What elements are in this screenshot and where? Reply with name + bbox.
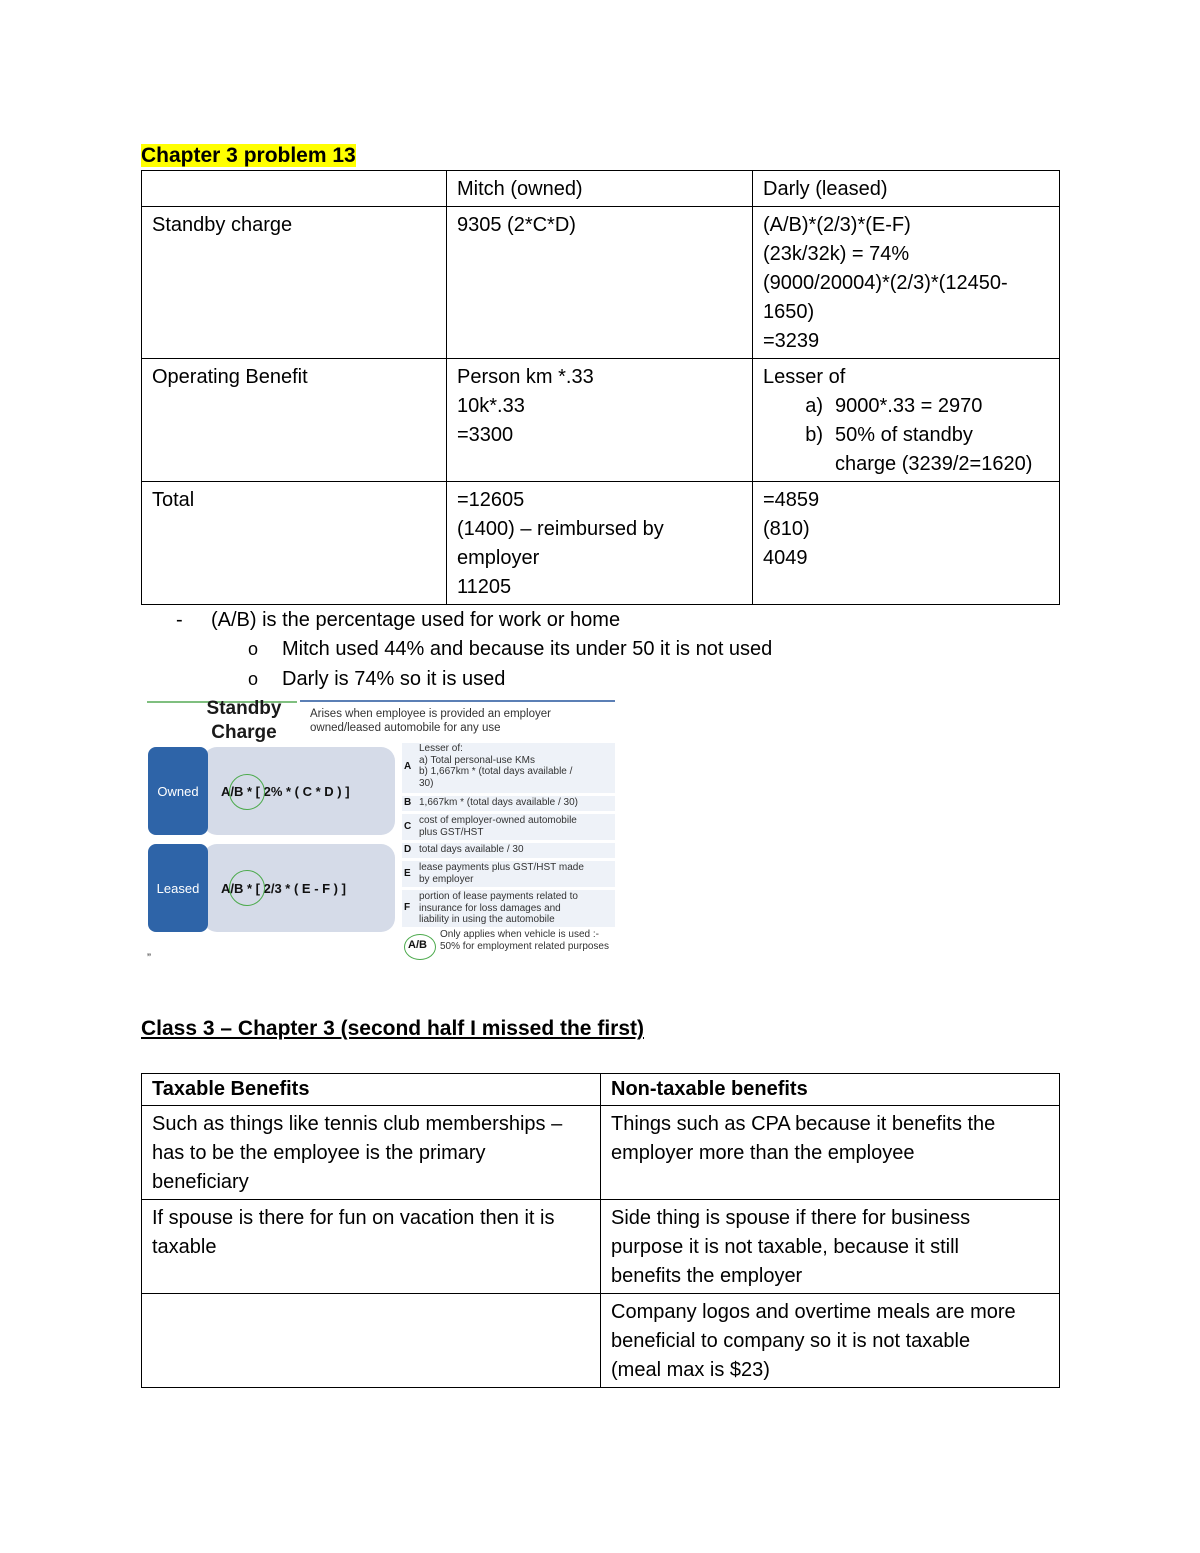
list-item <box>793 392 1049 421</box>
header-cell-darly: Darly (leased) <box>753 171 1060 207</box>
cell-line: taxable <box>152 1236 217 1258</box>
table-header-row <box>142 1074 1060 1106</box>
leased-label-box <box>148 844 208 932</box>
figure-description-line: Arises when employee is provided an employer <box>310 708 551 720</box>
leased-formula: A/B * [ 2/3 * ( E - F ) ] <box>221 880 346 896</box>
legend-line: by employer <box>419 873 474 885</box>
table-header-row <box>142 171 1060 207</box>
figure-title <box>169 697 319 745</box>
darly-cell <box>753 207 1060 359</box>
legend-key: A <box>404 761 412 772</box>
legend-row-e <box>402 861 615 887</box>
darly-cell <box>753 482 1060 605</box>
header-cell-empty <box>142 171 447 207</box>
legend-text <box>419 891 613 926</box>
row-label: Standby charge <box>142 207 447 359</box>
note-main-marker: - <box>176 609 183 631</box>
legend-text <box>419 743 613 789</box>
legend-row-d <box>402 843 615 858</box>
taxable-cell <box>142 1106 601 1200</box>
mitch-cell <box>447 482 753 605</box>
cell-line: 11205 <box>457 576 512 598</box>
legend-key: B <box>404 797 412 808</box>
cell-line: 4049 <box>763 547 808 569</box>
legend-row-c <box>402 814 615 840</box>
cell-line: (1400) – reimbursed by <box>457 518 664 540</box>
legend-text <box>419 815 613 838</box>
legend-line: purposes <box>567 940 609 952</box>
table-row-standby <box>142 207 1060 359</box>
note-sub-1: Mitch used 44% and because its under 50 it is not used <box>282 638 773 660</box>
cell-line: (9000/20004)*(2/3)*(12450- <box>763 272 1008 294</box>
mitch-cell <box>447 359 753 482</box>
leased-label: Leased <box>156 880 200 896</box>
legend-line: liability in using the automobile <box>419 914 555 925</box>
legend-key: C <box>404 821 412 832</box>
cell-line: Side thing is spouse if there for business <box>611 1207 971 1229</box>
cell-line: beneficiary <box>152 1171 249 1193</box>
nontaxable-cell <box>601 1294 1060 1388</box>
cell-line: Such as things like tennis club memberships – <box>152 1113 563 1135</box>
cell-line: 10k*.33 <box>457 395 525 417</box>
trailing-quote-mark: ” <box>147 951 151 965</box>
table-row <box>142 1200 1060 1294</box>
legend-line: portion of lease payments related to <box>419 891 578 902</box>
legend-key: E <box>404 868 411 879</box>
legend-key: F <box>404 902 411 913</box>
cell-line: =4859 <box>763 489 820 511</box>
cell-line: employer <box>457 547 540 569</box>
benefits-table <box>141 1073 1060 1388</box>
cell-line: employer more than the employee <box>611 1142 915 1164</box>
legend-text <box>440 929 615 952</box>
standby-charge-table <box>141 170 1060 605</box>
owned-label: Owned <box>157 783 199 799</box>
cell-line: 1650) <box>763 301 815 323</box>
list-marker: b) <box>805 424 823 446</box>
problem-title: Chapter 3 problem 13 <box>141 144 356 167</box>
owned-label-box <box>148 747 208 835</box>
cell-line: Things such as CPA because it benefits the <box>611 1113 996 1135</box>
legend-line: cost of employer-owned automobile <box>419 815 577 826</box>
taxable-cell-empty <box>142 1294 601 1388</box>
legend-text: total days available / 30 <box>419 844 524 855</box>
legend-row-ab <box>404 929 615 965</box>
cell-line: 9000*.33 = 2970 <box>835 395 983 417</box>
darly-cell <box>753 359 1060 482</box>
header-cell-mitch: Mitch (owned) <box>447 171 753 207</box>
cell-line: =12605 <box>457 489 525 511</box>
legend-line: Only applies when vehicle is used :- <box>440 929 599 940</box>
legend-line: Lesser of: <box>419 743 463 754</box>
legend-text <box>419 862 613 885</box>
table-row <box>142 1106 1060 1200</box>
legend-line: a) Total personal-use KMs <box>419 754 535 766</box>
standby-charge-figure <box>145 697 615 962</box>
note-sub-2: Darly is 74% so it is used <box>282 668 506 690</box>
legend-key: D <box>404 844 412 855</box>
legend-text: 1,667km * (total days available / 30) <box>419 797 578 808</box>
list-marker: a) <box>805 395 823 417</box>
nontaxable-cell <box>601 1200 1060 1294</box>
cell-line: Person km *.33 <box>457 366 594 388</box>
table-row-total <box>142 482 1060 605</box>
cell-line: If spouse is there for fun on vacation then it is <box>152 1207 555 1229</box>
nontaxable-cell <box>601 1106 1060 1200</box>
note-main: (A/B) is the percentage used for work or home <box>211 609 621 631</box>
mitch-cell <box>447 207 753 359</box>
legend-line: plus GST/HST <box>419 826 484 838</box>
header-cell-taxable: Taxable Benefits <box>142 1074 601 1106</box>
row-label: Total <box>142 482 447 605</box>
list-item <box>793 421 1049 479</box>
table-row-operating <box>142 359 1060 482</box>
legend-row-f <box>402 890 615 927</box>
problem-heading <box>141 143 356 169</box>
legend-row-b <box>402 796 615 811</box>
legend-line: b) 1,667km * (total days available / <box>419 766 573 777</box>
table-row <box>142 1294 1060 1388</box>
cell-line: has to be the employee is the primary <box>152 1142 486 1164</box>
cell-line: Company logos and overtime meals are more <box>611 1301 1016 1323</box>
cell-line: 9305 (2*C*D) <box>457 214 576 236</box>
figure-title-line: Charge <box>211 722 277 743</box>
cell-line: 50% of standby <box>835 424 973 446</box>
cell-line: (23k/32k) = 74% <box>763 243 910 265</box>
owned-formula: A/B * [ 2% * ( C * D ) ] <box>221 783 350 799</box>
figure-description <box>310 707 610 735</box>
legend-line: lease payments plus GST/HST made <box>419 862 584 873</box>
note-sub-marker: o <box>248 639 259 659</box>
legend-key: A/B <box>408 939 427 951</box>
class3-heading: Class 3 – Chapter 3 (second half I missed the first) <box>141 1017 644 1040</box>
cell-line: =3300 <box>457 424 514 446</box>
cell-line: Lesser of <box>763 366 846 388</box>
legend-line: 50% for employment related <box>440 940 566 952</box>
cell-line: benefits the employer <box>611 1265 803 1287</box>
note-sub-marker: o <box>248 669 259 689</box>
figure-title-line: Standby <box>206 698 282 719</box>
cell-line: (A/B)*(2/3)*(E-F) <box>763 214 911 236</box>
cell-line: (810) <box>763 518 810 540</box>
row-label: Operating Benefit <box>142 359 447 482</box>
cell-line: beneficial to company so it is not taxable <box>611 1330 971 1352</box>
taxable-cell <box>142 1200 601 1294</box>
cell-line: purpose it is not taxable, because it still <box>611 1236 959 1258</box>
figure-description-line: owned/leased automobile for any use <box>310 722 501 734</box>
cell-line: charge (3239/2=1620) <box>835 453 1033 475</box>
cell-line: =3239 <box>763 330 820 352</box>
legend-line: insurance for loss damages and <box>419 902 561 914</box>
cell-line: (meal max is $23) <box>611 1359 770 1381</box>
legend-row-a <box>402 743 615 793</box>
figure-divider <box>300 700 615 702</box>
ab-highlight-circle <box>229 774 265 810</box>
ab-highlight-circle <box>229 870 265 906</box>
legend-line: 30) <box>419 777 434 789</box>
header-cell-nontaxable: Non-taxable benefits <box>601 1074 1060 1106</box>
lesser-of-list <box>763 392 1049 479</box>
